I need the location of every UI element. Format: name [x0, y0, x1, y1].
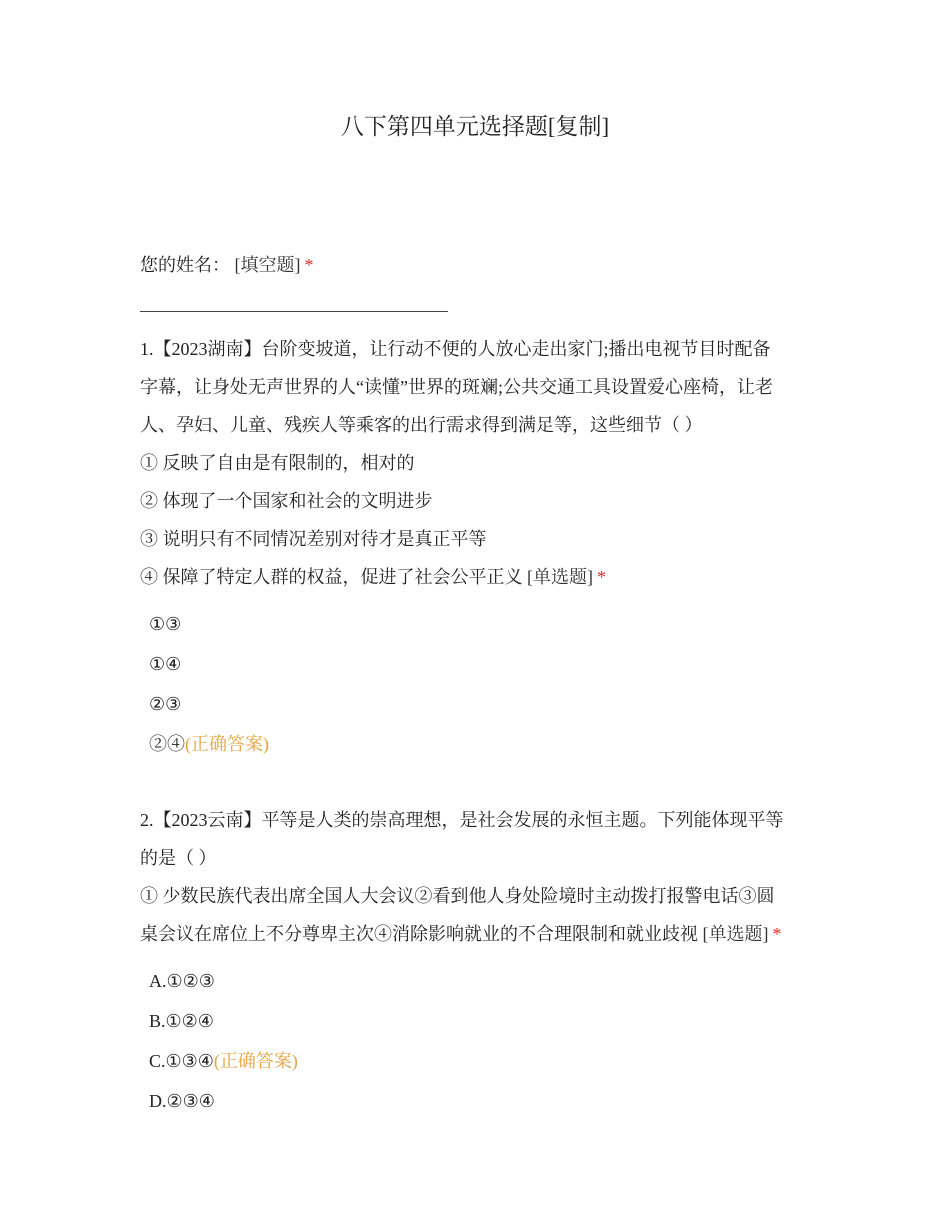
option-1d[interactable]	[149, 724, 820, 764]
question-1-line: 1.【2023湖南】台阶变坡道，让行动不便的人放心走出家门;播出电视节目时配备	[140, 339, 771, 359]
name-label: 您的姓名：	[140, 255, 230, 275]
correct-answer-tag: (正确答案)	[213, 1051, 298, 1071]
option-2c[interactable]	[149, 1041, 820, 1081]
question-type-tag: [填空题]	[234, 255, 301, 275]
required-mark: *	[597, 567, 606, 587]
name-question	[140, 246, 820, 312]
question-1-statement: ③ 说明只有不同情况差别对待才是真正平等	[140, 529, 487, 549]
required-mark: *	[304, 255, 314, 275]
question-2-last-line: 桌会议在席位上不分尊卑主次④消除影响就业的不合理限制和就业歧视	[140, 924, 698, 944]
option-2a[interactable]: A.①②③	[149, 971, 215, 991]
question-2-line: 的是（ ）	[140, 848, 217, 868]
page-title: 八下第四单元选择题[复制]	[340, 114, 610, 139]
question-2-options	[149, 961, 820, 1121]
question-2-line	[140, 915, 820, 953]
name-question-label	[140, 246, 820, 284]
option-2b[interactable]: B.①②④	[149, 1011, 214, 1031]
question-1-statement	[140, 558, 820, 596]
option-1b[interactable]: ①④	[149, 654, 182, 674]
question-1-last-line: ④ 保障了特定人群的权益，促进了社会公平正义	[140, 567, 523, 587]
question-type-tag: [单选题]	[702, 924, 769, 944]
question-1-statement: ① 反映了自由是有限制的，相对的	[140, 453, 415, 473]
name-answer-line[interactable]	[140, 311, 448, 312]
option-2d[interactable]: D.②③④	[149, 1091, 215, 1111]
question-1-line: 人、孕妇、儿童、残疾人等乘客的出行需求得到满足等，这些细节（ ）	[140, 415, 703, 435]
required-mark: *	[772, 924, 782, 944]
question-type-tag: [单选题]	[527, 567, 593, 587]
option-label: ②④	[149, 734, 185, 754]
question-2-line: 2.【2023云南】平等是人类的崇高理想，是社会发展的永恒主题。下列能体现平等	[140, 810, 784, 830]
question-2	[140, 801, 820, 1121]
correct-answer-tag: (正确答案)	[185, 734, 269, 754]
question-1-statement: ② 体现了一个国家和社会的文明进步	[140, 491, 433, 511]
question-1-options	[149, 604, 820, 764]
question-1-line: 字幕，让身处无声世界的人“读懂”世界的斑斓;公共交通工具设置爱心座椅，让老	[140, 377, 773, 397]
question-1	[140, 330, 820, 764]
option-1a[interactable]: ①③	[149, 614, 182, 634]
option-1c[interactable]: ②③	[149, 694, 182, 714]
survey-content	[140, 246, 820, 1121]
question-2-line: ① 少数民族代表出席全国人大会议②看到他人身处险境时主动拨打报警电话③圆	[140, 886, 775, 906]
option-label: C.①③④	[149, 1051, 214, 1071]
